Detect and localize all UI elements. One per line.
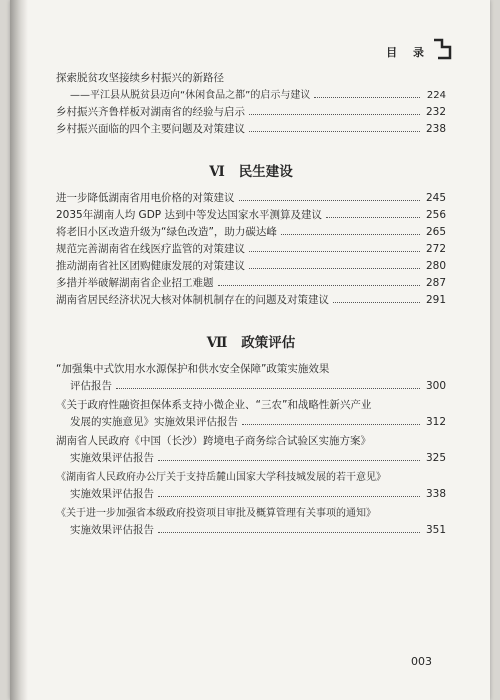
toc-entry[interactable]: 《关于进一步加强省本级政府投资项目审批及概算管理有关事项的通知》 实施效果评估报告 351 (56, 505, 446, 539)
page-number: 224 (426, 90, 446, 101)
toc-entry[interactable]: 湖南省人民政府《中国（长沙）跨境电子商务综合试验区实施方案》 实施效果评估报告 325 (56, 433, 446, 467)
toc-entry[interactable]: 探索脱贫攻坚接续乡村振兴的新路径 (56, 72, 224, 84)
page (10, 0, 490, 700)
toc-entry[interactable]: 将老旧小区改造升级为“绿色改造”，助力碳达峰 265 (56, 224, 446, 241)
toc-entry[interactable]: 《关于政府性融资担保体系支持小微企业、“三农”和战略性新兴产业 发展的实施意见》实施效果评估报告 312 (56, 397, 446, 431)
toc-entry[interactable]: 湖南省居民经济状况大核对体制机制存在的问题及对策建议 291 (56, 292, 446, 309)
page-number: 272 (425, 243, 446, 255)
page-number: 287 (425, 277, 446, 289)
toc-entry[interactable]: 乡村振兴面临的四个主要问题及对策建议 238 (56, 121, 446, 138)
page-number: 312 (425, 416, 446, 428)
page-number-footer: 003 (411, 655, 432, 668)
toc-entry[interactable]: 推动湖南省社区团购健康发展的对策建议 280 (56, 258, 446, 275)
page-number: 280 (425, 260, 446, 272)
page-number: 351 (425, 524, 446, 536)
page-number: 232 (425, 106, 446, 118)
toc-entry-subtitle[interactable]: ——平江县从脱贫县迈向“休闲食品之都”的启示与建议 224 (56, 87, 446, 104)
toc-entry[interactable]: 2035年湖南人均 GDP 达到中等发达国家水平测算及建议 256 (56, 207, 446, 224)
page-number: 238 (425, 123, 446, 135)
toc-entry[interactable]: “加强集中式饮用水水源保护和供水安全保障”政策实施效果 评估报告 300 (56, 361, 446, 395)
page-number: 265 (425, 226, 446, 238)
page-number: 338 (425, 488, 446, 500)
table-of-contents (56, 70, 446, 539)
page-number: 245 (425, 192, 446, 204)
toc-entry[interactable]: 进一步降低湖南省用电价格的对策建议 245 (56, 190, 446, 207)
corner-ornament-icon (432, 38, 452, 60)
section-heading-vi: Ⅵ 民生建设 (209, 164, 293, 180)
page-number: 325 (425, 452, 446, 464)
toc-entry[interactable]: 多措并举破解湖南省企业招工难题 287 (56, 275, 446, 292)
section-heading-vii: Ⅶ 政策评估 (206, 335, 296, 351)
page-number: 256 (425, 209, 446, 221)
page-number: 300 (425, 380, 446, 392)
running-head: 目 录 (386, 46, 430, 59)
toc-entry[interactable]: 《湖南省人民政府办公厅关于支持岳麓山国家大学科技城发展的若干意见》 实施效果评估报告 338 (56, 469, 446, 503)
book-gutter (10, 0, 28, 700)
page-number: 291 (425, 294, 446, 306)
toc-entry[interactable]: 规范完善湖南省在线医疗监管的对策建议 272 (56, 241, 446, 258)
toc-entry[interactable]: 乡村振兴齐鲁样板对湖南省的经验与启示 232 (56, 104, 446, 121)
